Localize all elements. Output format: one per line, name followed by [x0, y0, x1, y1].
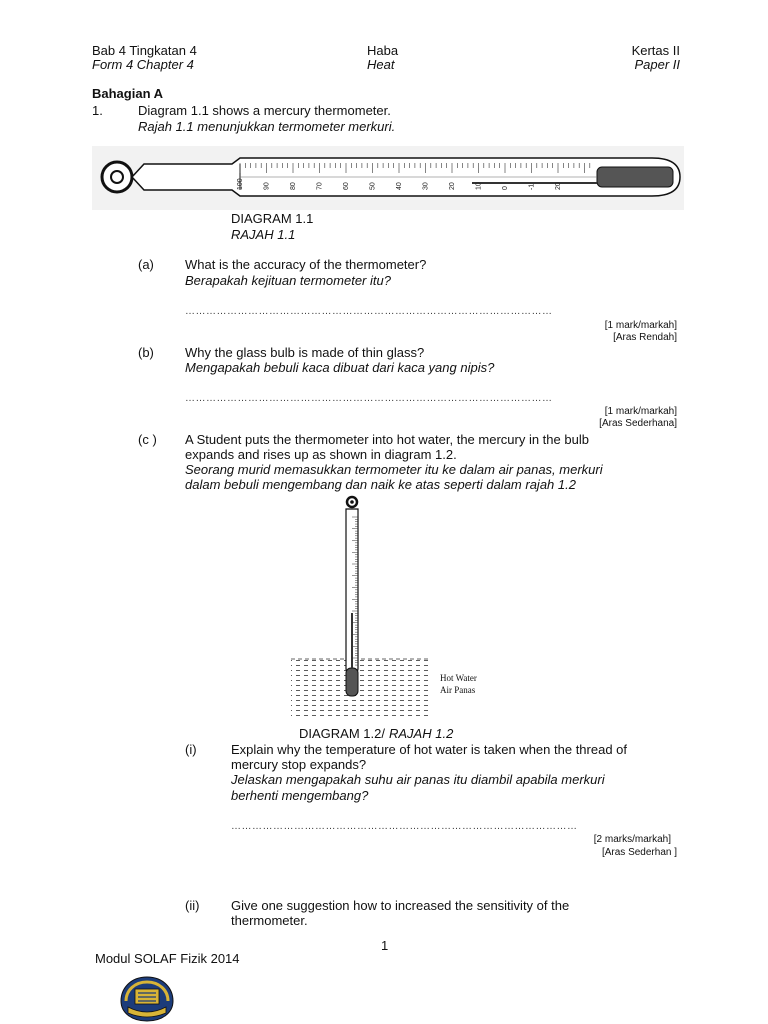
qb-label: (b): [138, 345, 154, 360]
scale-label: 100: [237, 178, 244, 190]
scale-label: -1: [528, 183, 536, 190]
qcii-text-en-1: Give one suggestion how to increased the sensitivity of the: [231, 898, 570, 913]
q1-intro-en: Diagram 1.1 shows a mercury thermometer.: [138, 103, 391, 118]
scale-label: 40: [396, 182, 403, 190]
qc-text-ms-1: Seorang murid memasukkan termometer itu ke dalam air panas, merkuri: [185, 462, 603, 477]
qb-question-en: Why the glass bulb is made of thin glass?: [185, 345, 425, 360]
scale-label: 20: [555, 182, 562, 190]
diagram1-caption-en: DIAGRAM 1.1: [231, 211, 314, 226]
header-right-ms: Kertas II: [631, 43, 680, 58]
qb-marks: [1 mark/markah]: [604, 406, 677, 417]
scale-label: 30: [422, 182, 430, 190]
water-label-en: Hot Water: [440, 673, 477, 683]
module-name: Modul SOLAF Fizik 2014: [95, 951, 240, 966]
school-crest-icon: [118, 975, 176, 1023]
qc-text-en-1: A Student puts the thermometer into hot water, the mercury in the bulb: [185, 432, 589, 447]
qci-level: [Aras Sederhan ]: [601, 847, 677, 858]
qci-text-en-1: Explain why the temperature of hot water is taken when the thread of: [231, 742, 628, 757]
header-center-ms: Haba: [367, 43, 399, 58]
header-left-en: Form 4 Chapter 4: [92, 57, 194, 72]
section-title: Bahagian A: [92, 86, 164, 101]
qc-label: (c ): [138, 432, 157, 447]
header-center-en: Heat: [367, 57, 395, 72]
qb-question-ms: Mengapakah bebuli kaca dibuat dari kaca yang nipis?: [185, 360, 495, 375]
qb-answer-line[interactable]: ……………………………………………………………………………………………: [185, 393, 553, 404]
water-label-ms: Air Panas: [440, 685, 476, 695]
diagram1-caption-ms: RAJAH 1.1: [231, 227, 296, 242]
header-right-en: Paper II: [634, 57, 680, 72]
qci-text-ms-2: berhenti mengembang?: [231, 788, 369, 803]
scale-label: 20: [449, 182, 456, 190]
qci-text-en-2: mercury stop expands?: [231, 757, 367, 772]
qci-answer-line[interactable]: ………………………………………………………………………………………: [231, 821, 578, 832]
qb-level: [Aras Sederhana]: [599, 418, 677, 429]
scale-label: 60: [343, 182, 350, 190]
qa-question-ms: Berapakah kejituan termometer itu?: [185, 273, 391, 288]
qci-label: (i): [185, 742, 197, 757]
header-left-ms: Bab 4 Tingkatan 4: [92, 43, 197, 58]
qcii-label: (ii): [185, 898, 200, 913]
scale-label: 0: [502, 186, 509, 190]
qci-text-ms-1: Jelaskan mengapakah suhu air panas itu diambil apabila merkuri: [231, 772, 605, 787]
qa-marks: [1 mark/markah]: [604, 320, 677, 331]
question-number: 1.: [92, 103, 103, 118]
qa-question-en: What is the accuracy of the thermometer?: [185, 257, 427, 272]
scale-label: 50: [369, 182, 377, 190]
qa-level: [Aras Rendah]: [613, 332, 677, 343]
q1-intro-ms: Rajah 1.1 menunjukkan termometer merkuri.: [138, 119, 396, 134]
qcii-text-en-2: thermometer.: [231, 913, 308, 928]
scale-label: 90: [263, 182, 271, 190]
thermometer-diagram-horizontal: [92, 146, 684, 210]
qa-answer-line[interactable]: ……………………………………………………………………………………………: [185, 306, 553, 317]
scale-label: 10: [475, 182, 483, 190]
page-number: 1: [381, 938, 389, 953]
qa-label: (a): [138, 257, 154, 272]
qc-text-en-2: expands and rises up as shown in diagram 1.2.: [185, 447, 457, 462]
scale-label: 70: [316, 182, 324, 190]
qc-text-ms-2: dalam bebuli mengembang dan naik ke atas seperti dalam rajah 1.2: [185, 477, 576, 492]
diagram2-caption-en: DIAGRAM 1.2/: [299, 726, 385, 741]
scale-label: 80: [290, 182, 297, 190]
qci-marks: [2 marks/markah]: [593, 834, 671, 845]
diagram2-caption-ms: RAJAH 1.2: [389, 726, 454, 741]
